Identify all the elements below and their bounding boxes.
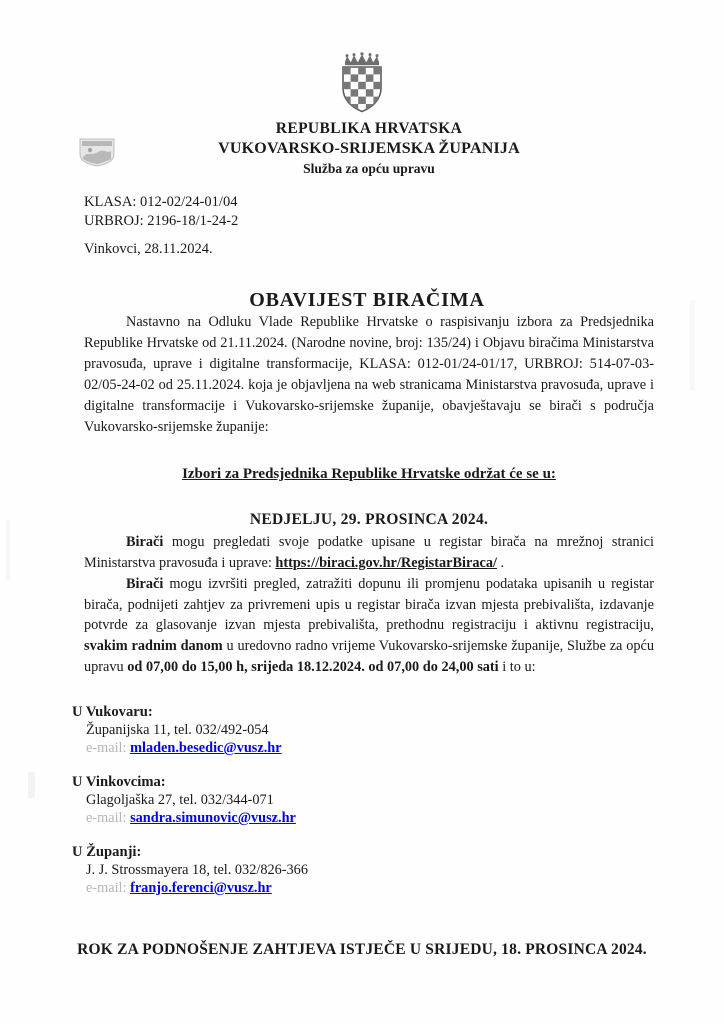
change-lead: Birači: [126, 575, 164, 592]
place-and-date: Vinkovci, 28.11.2024.: [84, 241, 213, 258]
change-data-paragraph: [84, 574, 654, 678]
office-list: [72, 704, 724, 897]
change-text-3: i to u:: [498, 659, 536, 676]
office-email-link[interactable]: mladen.besedic@vusz.hr: [130, 740, 282, 757]
county-title-row: [0, 140, 724, 158]
email-label: e-mail:: [86, 880, 127, 897]
election-date: NEDJELJU, 29. PROSINCA 2024.: [249, 511, 489, 529]
office-entry: [72, 704, 724, 757]
election-heading-text: Izbori za Predsjednika Republike Hrvatske održat će se u:: [182, 465, 556, 482]
change-bold-workdays: svakim radnim danom: [84, 638, 223, 655]
deadline-notice: ROK ZA PODNOŠENJE ZAHTJEVA ISTJEČE U SRIJEDU, 18. PROSINCA 2024.: [77, 941, 647, 959]
scan-smudge: [28, 772, 35, 798]
office-address: J. J. Strossmayera 18, tel. 032/826-366: [86, 862, 308, 879]
check-data-paragraph: [84, 532, 654, 574]
change-text-1: mogu izvršiti pregled, zatražiti dopunu ili promjenu podataka upisanih u registar birača, podnijeti zahtjev za privremeni upis u registar birača izvan mjesta prebivališta, izdavanje potvrde za glasovanje izvan mjesta prebivališta, prethodnu registraciju i aktivnu registraciju,: [84, 575, 654, 634]
check-lead: Birači: [126, 534, 164, 551]
office-email-row: [86, 880, 724, 897]
email-label: e-mail:: [86, 810, 127, 827]
document-title: OBAVIJEST BIRAČIMA: [249, 289, 485, 312]
scan-smudge: [6, 520, 10, 580]
office-city: U Županji:: [72, 844, 142, 861]
office-city: U Vukovaru:: [72, 704, 153, 721]
office-email-row: [86, 740, 724, 757]
voter-register-link[interactable]: https://biraci.gov.hr/RegistarBiraca/: [275, 554, 497, 571]
office-address: Glagoljaška 27, tel. 032/344-071: [86, 792, 274, 809]
document-body: [84, 312, 654, 678]
office-entry: [72, 774, 724, 827]
change-bold-hours: od 07,00 do 15,00 h, srijeda 18.12.2024. od 07,00 do 24,00 sati: [127, 659, 499, 676]
county-title: VUKOVARSKO-SRIJEMSKA ŽUPANIJA: [218, 140, 520, 157]
check-text: mogu pregledati svoje podatke upisane u registar birača na mrežnoj stranici Ministarstva pravosuđa i uprave:: [84, 534, 654, 571]
office-email-link[interactable]: sandra.simunovic@vusz.hr: [130, 810, 296, 827]
republic-title: REPUBLIKA HRVATSKA: [275, 120, 463, 137]
document-header: [0, 52, 724, 177]
office-email-row: [86, 810, 724, 827]
croatian-coat-of-arms-icon: [337, 52, 387, 114]
change-text-2: u uredovno radno vrijeme Vukovarsko-srijemske županije, Službe za opću upravu: [84, 638, 654, 676]
election-heading: [84, 464, 654, 486]
klasa-number: KLASA: 012-02/24-01/04: [84, 194, 238, 210]
intro-paragraph: Nastavno na Odluku Vlade Republike Hrvatske o raspisivanju izbora za Predsjednika Republike Hrvatske od 21.11.2024. (Narodne novine, broj: 135/24) i Objavu biračima Ministarstva pravosuđa, uprave i digitalne transformacije, KLASA: 012-01/24-01/17, URBROJ: 514-07-03-02/05-24-02 od 25.11.2024. koja je objavljena na web stranicama Ministarstva pravosuđa, uprave i digitalne transformacije i Vukovarsko-srijemske županije, obavještavaju se birači s područja Vukovarsko-srijemske županije:: [84, 314, 654, 435]
office-entry: [72, 844, 724, 897]
email-label: e-mail:: [86, 740, 127, 757]
vukovar-srijem-county-emblem-icon: [78, 137, 116, 167]
scan-smudge: [690, 300, 695, 390]
reference-block: [84, 193, 724, 259]
check-tail: .: [496, 554, 505, 571]
office-email-link[interactable]: franjo.ferenci@vusz.hr: [130, 880, 272, 897]
urbroj-number: URBROJ: 2196-18/1-24-2: [84, 213, 239, 230]
department-title: Služba za opću upravu: [303, 161, 435, 176]
office-address: Županijska 11, tel. 032/492-054: [86, 722, 269, 739]
office-city: U Vinkovcima:: [72, 774, 166, 791]
